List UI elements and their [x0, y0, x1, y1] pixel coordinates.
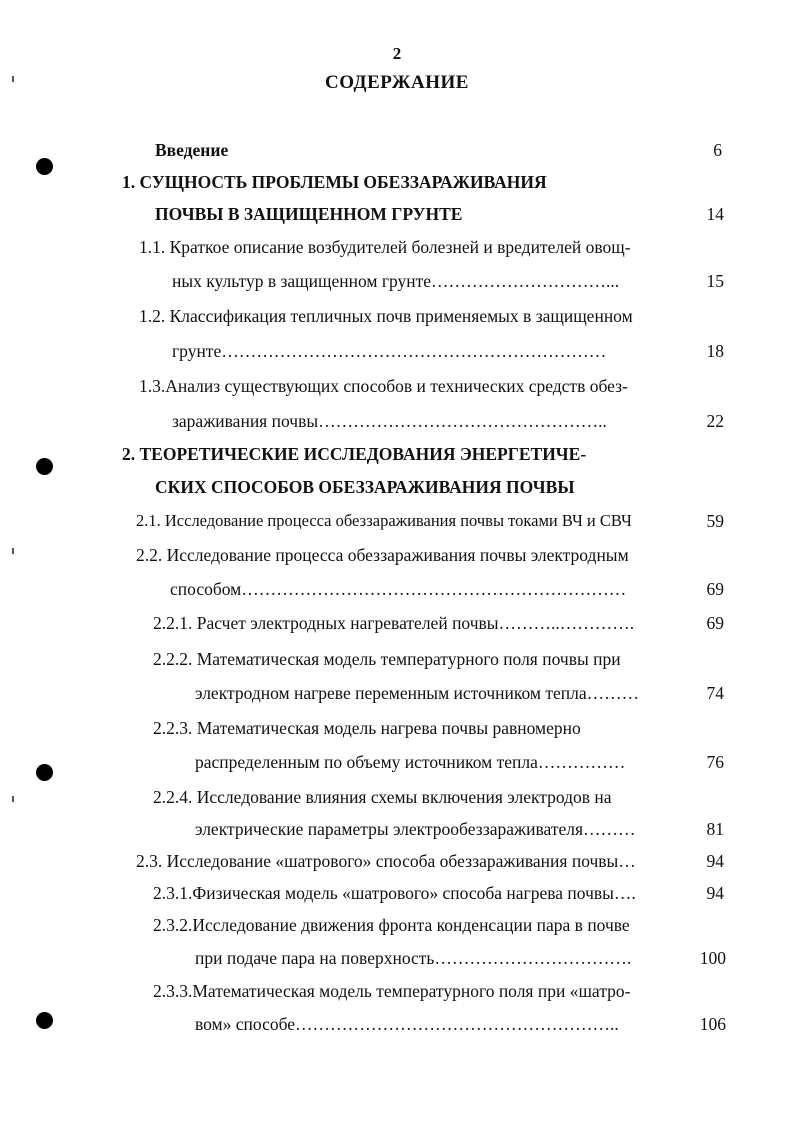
toc-page-2-3-1: 94 — [706, 883, 724, 903]
toc-section-1-1-line-2: ных культур в защищенном грунте…………………………... — [172, 271, 620, 291]
punch-hole — [36, 764, 53, 781]
toc-page-2-2-2: 74 — [706, 683, 724, 703]
toc-section-1-3-line-1: 1.3.Анализ существующих способов и технических средств обез- — [139, 376, 628, 396]
toc-section-2-3-3-line-2: вом» способе……………………………………………….. — [195, 1014, 619, 1034]
toc-section-2-3-3-line-1: 2.3.3.Математическая модель температурного поля при «шатро- — [153, 981, 631, 1001]
scan-speck — [12, 76, 14, 82]
toc-section-2-1: 2.1. Исследование процесса обеззараживания почвы токами ВЧ и СВЧ — [136, 511, 632, 530]
toc-chapter-2-line-2: СКИХ СПОСОБОВ ОБЕЗЗАРАЖИВАНИЯ ПОЧВЫ — [155, 477, 575, 497]
toc-page-intro: 6 — [713, 140, 722, 160]
page-number: 2 — [392, 44, 402, 63]
toc-page-2-2-1: 69 — [706, 613, 724, 633]
toc-section-2-2-4-line-1: 2.2.4. Исследование влияния схемы включения электродов на — [153, 787, 612, 807]
toc-section-1-2-line-1: 1.2. Классификация тепличных почв применяемых в защищенном — [139, 306, 633, 326]
toc-section-2-2-2-line-1: 2.2.2. Математическая модель температурного поля почвы при — [153, 649, 621, 669]
toc-chapter-1-line-2: ПОЧВЫ В ЗАЩИЩЕННОМ ГРУНТЕ — [155, 204, 463, 224]
punch-hole — [36, 1012, 53, 1029]
toc-section-2-2-4-line-2: электрические параметры электрообеззараживателя……… — [195, 819, 636, 839]
scan-speck — [12, 796, 14, 802]
toc-section-2-2-1: 2.2.1. Расчет электродных нагревателей почвы………..…………. — [153, 613, 635, 633]
punch-hole — [36, 158, 53, 175]
toc-section-2-2-3-line-1: 2.2.3. Математическая модель нагрева почвы равномерно — [153, 718, 581, 738]
toc-page-2-3-3: 106 — [699, 1014, 726, 1034]
toc-section-1-1-line-1: 1.1. Краткое описание возбудителей болезней и вредителей овощ- — [139, 237, 631, 257]
toc-section-1-2-line-2: грунте………………………………………………………… — [172, 341, 607, 361]
toc-section-2-2-3-line-2: распределенным по объему источником тепла…………… — [195, 752, 626, 772]
scan-speck — [12, 548, 14, 554]
toc-page-1-2: 18 — [706, 341, 724, 361]
toc-page-2-2-3: 76 — [706, 752, 724, 772]
toc-section-2-2-line-2: способом………………………………………………………… — [170, 579, 627, 599]
toc-section-2-3-2-line-2: при подаче пара на поверхность……………………………. — [195, 948, 632, 968]
toc-page-1-1: 15 — [706, 271, 724, 291]
page-title: СОДЕРЖАНИЕ — [325, 72, 469, 93]
toc-section-2-2-line-1: 2.2. Исследование процесса обеззараживания почвы электродным — [136, 545, 629, 565]
toc-section-2-3-1: 2.3.1.Физическая модель «шатрового» способа нагрева почвы…. — [153, 883, 636, 903]
toc-page-2-3-2: 100 — [699, 948, 726, 968]
toc-entry-intro: Введение — [155, 140, 229, 160]
toc-page-2-1: 59 — [706, 511, 724, 531]
toc-page-2-3: 94 — [706, 851, 724, 871]
toc-section-2-3: 2.3. Исследование «шатрового» способа обеззараживания почвы… — [136, 851, 636, 871]
toc-section-2-2-2-line-2: электродном нагреве переменным источником тепла……… — [195, 683, 640, 703]
toc-page-1-3: 22 — [706, 411, 724, 431]
punch-hole — [36, 458, 53, 475]
toc-page-2-2-4: 81 — [706, 819, 724, 839]
toc-page-chapter-1: 14 — [706, 204, 724, 224]
toc-section-2-3-2-line-1: 2.3.2.Исследование движения фронта конденсации пара в почве — [153, 915, 630, 935]
toc-section-1-3-line-2: зараживания почвы………………………………………….. — [172, 411, 607, 431]
toc-chapter-2-line-1: 2. ТЕОРЕТИЧЕСКИЕ ИССЛЕДОВАНИЯ ЭНЕРГЕТИЧЕ- — [122, 444, 587, 464]
toc-chapter-1-line-1: 1. СУЩНОСТЬ ПРОБЛЕМЫ ОБЕЗЗАРАЖИВАНИЯ — [122, 172, 547, 192]
toc-page-2-2: 69 — [706, 579, 724, 599]
